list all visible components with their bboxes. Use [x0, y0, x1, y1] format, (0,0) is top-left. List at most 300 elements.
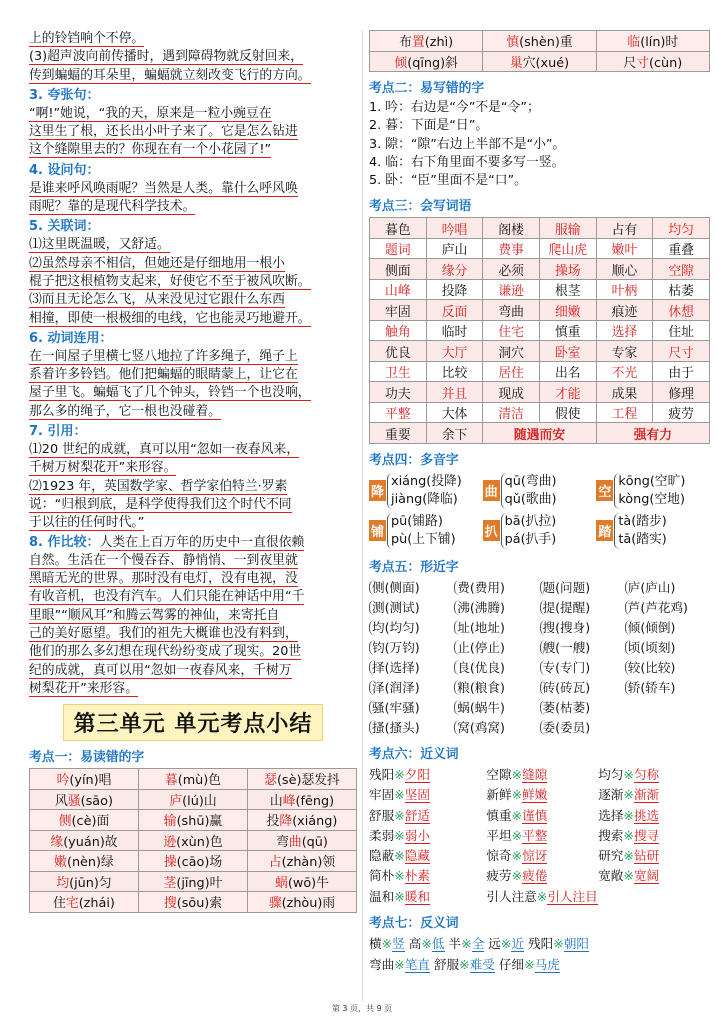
table-cell — [248, 830, 357, 851]
word-post: (nèn)绿 — [66, 855, 114, 871]
antonym-answer: 竖 — [392, 936, 405, 952]
s5-line-text: ⑴这里既温暖，又舒适。 — [29, 237, 170, 253]
synonym-word: 新鲜 — [486, 787, 512, 803]
word-post: (qīng)斜 — [407, 55, 458, 71]
synonym-pair — [598, 846, 710, 866]
reading-b: pá(扒手) — [504, 531, 557, 547]
similar-char-cell — [625, 658, 710, 678]
separator-mark: ※ — [394, 807, 405, 823]
k5-title: 考点五：形近字 — [369, 559, 459, 575]
similar-char-cell — [540, 698, 625, 718]
word-cell: 题词 — [370, 238, 427, 259]
similar-char-cell — [454, 578, 539, 598]
intro-line — [29, 30, 357, 48]
s8-line — [29, 680, 357, 698]
s5-line — [29, 236, 357, 254]
section-5-text — [29, 236, 357, 327]
similar-char-text: 蜗(蜗牛) — [454, 700, 505, 715]
table-cell — [370, 51, 483, 72]
synonym-pair — [369, 846, 486, 866]
k2-item: 3. 隙：“隙”右边上半部不是“小”。 — [369, 136, 566, 152]
synonym-answer: 疲倦 — [522, 868, 548, 884]
synonym-word: 搜索 — [598, 827, 624, 843]
separator-mark: ※ — [381, 936, 393, 952]
polyphone-group — [369, 473, 483, 509]
word-cell: 叶柄 — [596, 279, 653, 300]
similar-char-text: 庐(庐山) — [625, 580, 676, 595]
word-key: 骤 — [268, 896, 282, 912]
reading-b: tā(踏实) — [618, 531, 667, 547]
column-divider — [362, 30, 363, 1002]
table-cell — [30, 810, 139, 831]
antonym-word: 远 — [488, 936, 501, 952]
word-key: 倾 — [394, 55, 408, 71]
synonym-pair — [486, 806, 598, 826]
k6-title: 考点六：近义词 — [369, 746, 459, 762]
k7-antonyms — [369, 934, 710, 975]
synonym-answer: 钻研 — [633, 848, 660, 864]
antonym-word: 弯曲 — [369, 956, 395, 972]
similar-char-cell — [454, 698, 539, 718]
polyphone-readings — [387, 513, 456, 549]
polyphone-char: 铺 — [369, 520, 386, 541]
s8-line — [29, 607, 357, 625]
word-post: (zhòu)雨 — [281, 896, 336, 912]
table-row — [370, 300, 710, 321]
word-key: 峰 — [282, 793, 296, 809]
synonym-answer: 宽阔 — [633, 868, 660, 884]
separator-mark: ※ — [623, 766, 634, 782]
synonym-pair — [598, 866, 710, 886]
s4-line-text: 是谁来呼风唤雨呢？当然是人类。靠什么呼风唤 — [29, 180, 298, 196]
word-cell: 触角 — [370, 320, 427, 341]
s4-line — [29, 198, 357, 216]
k2-item: 5. 卧：“臣”里面不是“口”。 — [369, 173, 527, 189]
section-8-text — [29, 552, 357, 698]
word-cell: 卧室 — [539, 341, 596, 362]
similar-char-cell — [625, 578, 710, 598]
word-cell: 投降 — [426, 279, 483, 300]
table-cell — [139, 789, 248, 810]
word-cell: 爬山虎 — [539, 238, 596, 259]
s5-line — [29, 273, 357, 291]
unit-banner-text: 第三单元 单元考点小结 — [63, 704, 324, 741]
section-8-first-text: 人类在上百万年的历史中一直很依赖 — [99, 534, 305, 550]
k4-polyphones — [369, 471, 710, 551]
similar-char-text: 委(委员) — [540, 720, 591, 735]
word-cell: 尺寸 — [653, 341, 710, 362]
polyphone-char: 曲 — [483, 480, 500, 501]
word-post: (zhì) — [424, 35, 454, 51]
s4-line — [29, 180, 357, 198]
table-cell — [248, 851, 357, 872]
word-post: (shèn)重 — [519, 35, 573, 51]
word-post: (jīng)叶 — [176, 875, 223, 891]
s5-line — [29, 310, 357, 328]
similar-char-text: 均(均匀) — [369, 620, 420, 635]
word-post: 穴(xué) — [522, 55, 570, 71]
word-cell: 弯曲 — [483, 300, 540, 321]
word-key: 蜗 — [275, 875, 288, 891]
similar-char-text: 址(地址) — [454, 620, 505, 635]
table-cell — [596, 51, 709, 72]
reading-a: bā(扒拉) — [504, 513, 557, 529]
s5-line — [29, 255, 357, 273]
word-key: 置 — [411, 35, 425, 51]
s3-line-text: 这里生了根，还长出小叶子来了。它是怎么钻进 — [29, 124, 298, 140]
word-pre: 山 — [269, 793, 283, 809]
synonym-pair — [598, 785, 710, 805]
section-4-text — [29, 180, 357, 217]
s6-line — [29, 403, 357, 421]
table-row — [30, 830, 357, 851]
separator-mark: ※ — [394, 888, 405, 904]
separator-mark: ※ — [623, 787, 634, 803]
word-cell: 庐山 — [426, 238, 483, 259]
k3-title: 考点三：会写词语 — [369, 199, 472, 215]
table-cell — [483, 31, 596, 52]
synonym-word: 慎重 — [486, 807, 512, 823]
right-column — [369, 30, 710, 975]
table-cell — [30, 769, 139, 790]
k2-title: 考点二：易写错的字 — [369, 81, 485, 96]
separator-mark: ※ — [511, 868, 523, 884]
word-cell: 必须 — [483, 259, 540, 280]
section-8-first-line — [29, 533, 357, 552]
table-row — [30, 871, 357, 892]
table-row — [370, 423, 710, 444]
table-cell — [139, 871, 248, 892]
table-cell — [248, 810, 357, 831]
page-footer: 第 3 页，共 9 页 — [331, 1004, 393, 1013]
word-cell: 出名 — [539, 361, 596, 382]
table-row — [30, 789, 357, 810]
separator-mark: ※ — [511, 787, 523, 803]
polyphone-group — [596, 513, 710, 549]
synonym-answer: 弱小 — [404, 827, 430, 843]
table-cell — [248, 789, 357, 810]
similar-char-text: 专(专门) — [540, 660, 591, 675]
k2-item: 4. 临：右下角里面不要多写一竖。 — [369, 154, 565, 170]
s6-line-text: 系着许多铃铛。他们把蝙蝠的眼睛蒙上，让它在 — [29, 367, 298, 383]
s8-line-text: 他们的那么多幻想在现代纷纷变成了现实。20世 — [29, 644, 302, 660]
s5-line-text: ⑵虽然母亲不相信，但她还是仔细地用一根小 — [29, 255, 285, 271]
separator-mark: ※ — [394, 787, 405, 803]
similar-char-cell — [625, 638, 710, 658]
word-cell: 费事 — [483, 238, 540, 259]
k6-synonyms — [369, 765, 710, 907]
word-cell: 不光 — [596, 361, 653, 382]
unit-banner — [29, 704, 357, 741]
similar-char-cell — [540, 638, 625, 658]
reading-b: pù(上下铺) — [391, 531, 456, 547]
word-key: 暮 — [164, 773, 178, 789]
antonym-answer: 近 — [511, 936, 525, 952]
word-cell: 细嫩 — [539, 300, 596, 321]
s3-line-text: 这个缝隙里去的？你现在有一个小花园了!” — [29, 142, 272, 158]
synonym-answer: 坚固 — [404, 787, 430, 803]
word-cell: 选择 — [596, 320, 653, 341]
separator-mark: ※ — [394, 827, 405, 843]
word-key: 降 — [279, 814, 293, 830]
word-key: 巢 — [509, 55, 523, 71]
word-key: 曲 — [288, 834, 302, 850]
word-key: 瑟 — [264, 773, 277, 789]
similar-char-text: 泽(润泽) — [369, 680, 420, 695]
similar-char-text: 钧(万钧) — [369, 640, 420, 655]
s8-line-text: 己的美好愿望。我们的祖先大概谁也没有料到， — [29, 626, 298, 642]
similar-char-cell — [454, 638, 539, 658]
table-cell — [30, 830, 139, 851]
section-3-text — [29, 105, 357, 160]
section-7-title: 7. 引用： — [29, 424, 87, 440]
separator-mark: ※ — [536, 888, 548, 904]
polyphone-char: 踏 — [596, 520, 613, 541]
synonym-pair — [369, 826, 486, 846]
synonym-word: 均匀 — [598, 766, 624, 782]
similar-char-cell — [540, 598, 625, 618]
word-key: 寸 — [636, 55, 649, 71]
table-row — [370, 402, 710, 423]
separator-mark: ※ — [394, 848, 405, 864]
similar-char-text: 芦(芦花鸡) — [625, 600, 688, 615]
word-post: (mù)色 — [177, 773, 222, 789]
section-7-text — [29, 441, 357, 532]
similar-char-cell — [540, 678, 625, 698]
separator-mark: ※ — [459, 956, 470, 972]
synonym-answer: 惊讶 — [522, 848, 548, 864]
synonym-word: 平坦 — [486, 827, 512, 843]
s6-line — [29, 348, 357, 366]
intro-line-text: 传到蝙蝠的耳朵里，蝙蝠就立刻改变飞行的方向。 — [29, 67, 311, 83]
section-6-title: 6. 动词连用： — [29, 330, 113, 346]
antonym-word: 仔细 — [498, 956, 525, 972]
word-key: 逊 — [163, 834, 177, 850]
synonym-answer: 舒适 — [404, 807, 430, 823]
similar-char-text: 测(测试) — [369, 600, 420, 615]
word-cell: 重叠 — [653, 238, 710, 259]
similar-char-cell — [625, 718, 710, 738]
similar-char-cell — [454, 598, 539, 618]
antonym-word: 高 — [408, 936, 422, 952]
word-key: 均 — [56, 875, 70, 891]
word-cell: 牢固 — [370, 300, 427, 321]
word-cell: 居住 — [483, 361, 540, 382]
table-row — [30, 769, 357, 790]
similar-char-cell — [454, 678, 539, 698]
word-cell: 余下 — [426, 423, 483, 444]
k1-title: 考点一：易读错的字 — [29, 750, 145, 766]
word-cell: 山峰 — [370, 279, 427, 300]
polyphone-readings — [614, 513, 666, 549]
table-row — [370, 279, 710, 300]
table-cell — [139, 830, 248, 851]
reading-a: kōng(空旷) — [618, 473, 686, 489]
word-cell: 嫩叶 — [596, 238, 653, 259]
synonym-pair — [486, 785, 598, 805]
separator-mark: ※ — [394, 766, 405, 782]
polyphone-readings — [501, 513, 557, 549]
word-pre: 住 — [53, 896, 66, 912]
table-row — [370, 218, 710, 239]
word-cell: 疲劳 — [653, 402, 710, 423]
similar-char-text: 较(比较) — [625, 660, 676, 675]
synonym-answer: 缝隙 — [522, 766, 548, 782]
word-post: (qū) — [301, 834, 328, 850]
polyphone-group — [596, 473, 710, 509]
synonym-answer: 隐藏 — [404, 848, 430, 864]
s5-line-text: ⑶而且无论怎么飞，从来没见过它跟什么东西 — [29, 292, 285, 308]
antonym-answer: 难受 — [469, 956, 495, 972]
word-pre: 尺 — [623, 55, 637, 71]
s5-line-text: 相撞，即使一根极细的电线，它也能灵巧地避开。 — [29, 310, 311, 326]
similar-char-text: 萎(枯萎) — [540, 700, 591, 715]
word-post: (zhàn)领 — [281, 855, 336, 871]
synonym-word: 简朴 — [369, 868, 395, 884]
synonym-pair — [486, 866, 598, 886]
word-cell: 现成 — [483, 382, 540, 403]
antonym-answer: 朝阳 — [563, 936, 589, 952]
table-row — [370, 259, 710, 280]
synonym-word: 疲劳 — [486, 868, 512, 884]
table-cell — [248, 769, 357, 790]
s7-line — [29, 514, 357, 532]
intro-line-text: 上的铃铛响个不停。 — [29, 31, 145, 46]
k2-item: 1. 吟：右边是“今”不是“令”； — [369, 100, 540, 115]
synonym-pair — [486, 887, 598, 907]
word-cell: 谦逊 — [483, 279, 540, 300]
s8-line — [29, 570, 357, 588]
word-post: (zhái) — [78, 896, 115, 912]
word-key: 操 — [163, 855, 177, 871]
word-post: (yín)唱 — [69, 773, 112, 789]
word-pre: 投 — [266, 814, 280, 830]
similar-char-text: 倾(倾倒) — [625, 620, 676, 635]
word-cell: 优良 — [370, 341, 427, 362]
table-cell — [483, 51, 596, 72]
synonym-answer: 平整 — [522, 827, 548, 843]
similar-char-text: 费(费用) — [454, 580, 505, 595]
similar-char-text: 顷(顷刻) — [625, 640, 676, 655]
synonym-word: 宽敞 — [598, 868, 624, 884]
table-row — [30, 851, 357, 872]
similar-char-cell — [369, 698, 454, 718]
synonym-word: 引人注意 — [486, 888, 537, 904]
word-pre: 布 — [399, 35, 412, 51]
separator-mark: ※ — [511, 766, 523, 782]
synonym-answer: 匀称 — [633, 766, 660, 782]
section-5-title: 5. 关联词： — [29, 219, 100, 235]
polyphone-group — [483, 513, 597, 549]
synonym-answer: 鲜嫩 — [522, 787, 548, 803]
word-cell: 并且 — [426, 382, 483, 403]
reading-a: qū(弯曲) — [504, 473, 557, 489]
section-8-title: 8. 作比较： — [29, 534, 100, 550]
synonym-answer: 渐渐 — [633, 787, 660, 803]
word-pre: 弯 — [276, 834, 289, 850]
similar-char-cell — [540, 578, 625, 598]
reading-a: xiáng(投降) — [391, 473, 462, 489]
table-row — [370, 320, 710, 341]
synonym-pair — [369, 806, 486, 826]
s7-line-text: 千树万树梨花开”来形容。 — [29, 460, 177, 476]
word-post: (cāo)场 — [176, 855, 223, 871]
word-key: 吟 — [56, 773, 70, 789]
word-key: 侧 — [58, 814, 72, 830]
antonym-answer: 全 — [471, 936, 485, 952]
s8-line-text: 黑暗无光的世界。那时没有电灯，没有电视，没 — [29, 571, 298, 587]
similar-char-text: 窝(鸡窝) — [454, 720, 505, 735]
table-cell — [30, 871, 139, 892]
word-post: (xùn)色 — [176, 834, 223, 850]
polyphone-char: 降 — [369, 480, 386, 501]
k2-item: 2. 暮：下面是“日”。 — [369, 118, 489, 134]
separator-mark: ※ — [461, 936, 472, 952]
reading-a: pū(铺路) — [391, 513, 443, 529]
word-key: 搜 — [163, 896, 177, 912]
similar-char-cell — [540, 658, 625, 678]
word-post: (sāo) — [80, 793, 113, 809]
synonym-answer: 谨慎 — [522, 807, 548, 823]
table-row — [370, 361, 710, 382]
separator-mark: ※ — [553, 936, 564, 952]
similar-char-text: 止(停止) — [454, 640, 505, 655]
antonym-word: 舒服 — [433, 956, 460, 972]
synonym-word: 研究 — [598, 848, 624, 864]
word-key: 占 — [268, 855, 282, 871]
s8-line-text: 里眼”“顺风耳”和腾云驾雾的神仙，来寄托自 — [29, 607, 280, 623]
word-post: (sōu)索 — [176, 896, 223, 912]
word-post: (shū)赢 — [176, 814, 223, 830]
similar-char-text: 提(提醒) — [540, 600, 591, 615]
table-cell — [370, 31, 483, 52]
s6-line-text: 那么多的绳子，它一根也没碰着。 — [29, 403, 221, 419]
word-cell: 卫生 — [370, 361, 427, 382]
s6-line — [29, 384, 357, 402]
synonym-answer: 引人注目 — [547, 888, 598, 904]
similar-char-cell — [369, 638, 454, 658]
synonym-pair — [486, 846, 598, 866]
table-cell — [139, 769, 248, 790]
k4-title: 考点四：多音字 — [369, 452, 459, 468]
s7-line — [29, 478, 357, 496]
word-cell: 痕迹 — [596, 300, 653, 321]
word-cell: 大厅 — [426, 341, 483, 362]
synonym-pair — [369, 765, 486, 785]
section-3-title: 3. 夸张句： — [29, 87, 100, 103]
word-key: 宅 — [65, 896, 79, 912]
synonym-answer: 朴素 — [404, 868, 430, 884]
reading-b: kòng(空地) — [618, 491, 685, 507]
synonym-word: 选择 — [598, 807, 624, 823]
word-cell: 重要 — [370, 423, 427, 444]
k1-table-continued — [369, 30, 710, 72]
separator-mark: ※ — [421, 936, 432, 952]
s4-line-text: 雨呢？靠的是现代科学技术。 — [29, 199, 196, 215]
reading-b: jiàng(降临) — [391, 491, 458, 507]
word-cell: 强有力 — [596, 423, 709, 444]
table-cell — [248, 871, 357, 892]
word-cell: 才能 — [539, 382, 596, 403]
table-cell — [30, 851, 139, 872]
word-cell: 比较 — [426, 361, 483, 382]
similar-char-cell — [625, 598, 710, 618]
separator-mark: ※ — [511, 848, 523, 864]
similar-char-cell — [369, 578, 454, 598]
similar-char-cell — [369, 618, 454, 638]
word-cell: 临时 — [426, 320, 483, 341]
table-row — [30, 892, 357, 913]
